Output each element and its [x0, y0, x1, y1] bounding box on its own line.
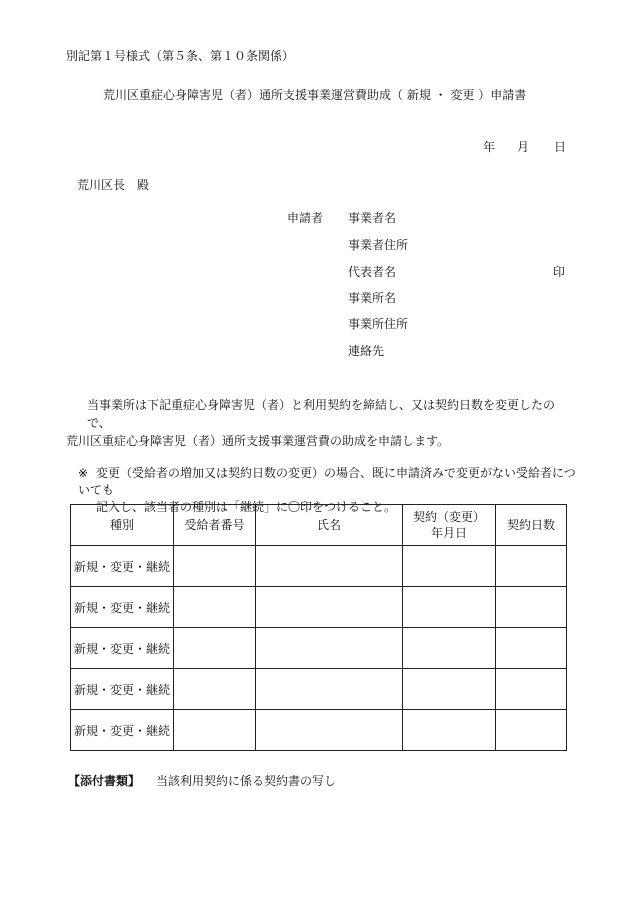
header-contract-date — [403, 505, 496, 546]
cell-name[interactable] — [256, 669, 403, 710]
form-number: 別記第１号様式（第５条、第１０条関係） — [66, 49, 295, 63]
body-line-2: 荒川区重症心身障害児（者）通所支援事業運営費の助成を申請します。 — [66, 434, 450, 448]
header-ymd: 年月日 — [430, 526, 467, 540]
cell-recipient-number[interactable] — [174, 710, 256, 751]
cell-type: 新規・変更・継続 — [71, 628, 174, 669]
header-contract-days: 契約日数 — [496, 505, 567, 546]
note-mark: ※ — [78, 466, 89, 480]
seal-mark: 印 — [553, 265, 566, 279]
cell-type: 新規・変更・継続 — [71, 710, 174, 751]
applicant-label: 申請者 — [287, 211, 324, 225]
cell-contract-date[interactable] — [403, 669, 496, 710]
table-row — [71, 669, 567, 710]
note-line-2: 記入し、該当者の種別は「継続」に〇印をつけること。 — [96, 500, 397, 514]
cell-contract-date[interactable] — [403, 546, 496, 587]
cell-contract-days[interactable] — [496, 587, 567, 628]
table-row — [71, 587, 567, 628]
addressee: 荒川区長 殿 — [77, 178, 150, 192]
cell-name[interactable] — [256, 628, 403, 669]
field-business-address: 事業者住所 — [348, 238, 409, 252]
cell-type: 新規・変更・継続 — [71, 546, 174, 587]
cell-recipient-number[interactable] — [174, 669, 256, 710]
date-month-label: 月 — [517, 140, 530, 154]
header-contract-change: 契約（変更） — [412, 510, 485, 524]
field-office-name: 事業所名 — [348, 291, 397, 305]
cell-contract-date[interactable] — [403, 710, 496, 751]
cell-contract-days[interactable] — [496, 669, 567, 710]
cell-name[interactable] — [256, 546, 403, 587]
recipients-table — [70, 504, 567, 751]
field-contact: 連絡先 — [348, 344, 385, 358]
date-day-label: 日 — [554, 140, 567, 154]
table-row — [71, 628, 567, 669]
header-name: 氏名 — [256, 505, 403, 546]
field-business-name: 事業者名 — [348, 211, 397, 225]
cell-recipient-number[interactable] — [174, 546, 256, 587]
cell-recipient-number[interactable] — [174, 628, 256, 669]
body-line-1: 当事業所は下記重症心身障害児（者）と利用契約を締結し、又は契約日数を変更したので、 — [87, 398, 556, 430]
field-representative: 代表者名 — [348, 265, 397, 279]
body-paragraph — [66, 396, 576, 450]
field-office-address: 事業所住所 — [348, 317, 409, 331]
date-year-label: 年 — [483, 140, 496, 154]
table-row — [71, 546, 567, 587]
cell-type: 新規・変更・継続 — [71, 669, 174, 710]
cell-contract-days[interactable] — [496, 710, 567, 751]
table-header-row — [71, 505, 567, 546]
cell-type: 新規・変更・継続 — [71, 587, 174, 628]
attachments-label: 【添付書類】 — [68, 774, 141, 788]
cell-contract-date[interactable] — [403, 587, 496, 628]
cell-name[interactable] — [256, 710, 403, 751]
note-line-1: 変更（受給者の増加又は契約日数の変更）の場合、既に申請済みで変更がない受給者についても — [78, 466, 576, 497]
header-recipient-number: 受給者番号 — [174, 505, 256, 546]
header-type: 種別 — [71, 505, 174, 546]
cell-contract-days[interactable] — [496, 628, 567, 669]
cell-recipient-number[interactable] — [174, 587, 256, 628]
attachments-value: 当該利用契約に係る契約書の写し — [156, 774, 337, 788]
document-title: 荒川区重症心身障害児（者）通所支援事業運営費助成（ 新規 ・ 変更 ）申請書 — [103, 88, 527, 102]
attachments — [68, 772, 336, 789]
cell-name[interactable] — [256, 587, 403, 628]
table-row — [71, 710, 567, 751]
cell-contract-date[interactable] — [403, 628, 496, 669]
cell-contract-days[interactable] — [496, 546, 567, 587]
